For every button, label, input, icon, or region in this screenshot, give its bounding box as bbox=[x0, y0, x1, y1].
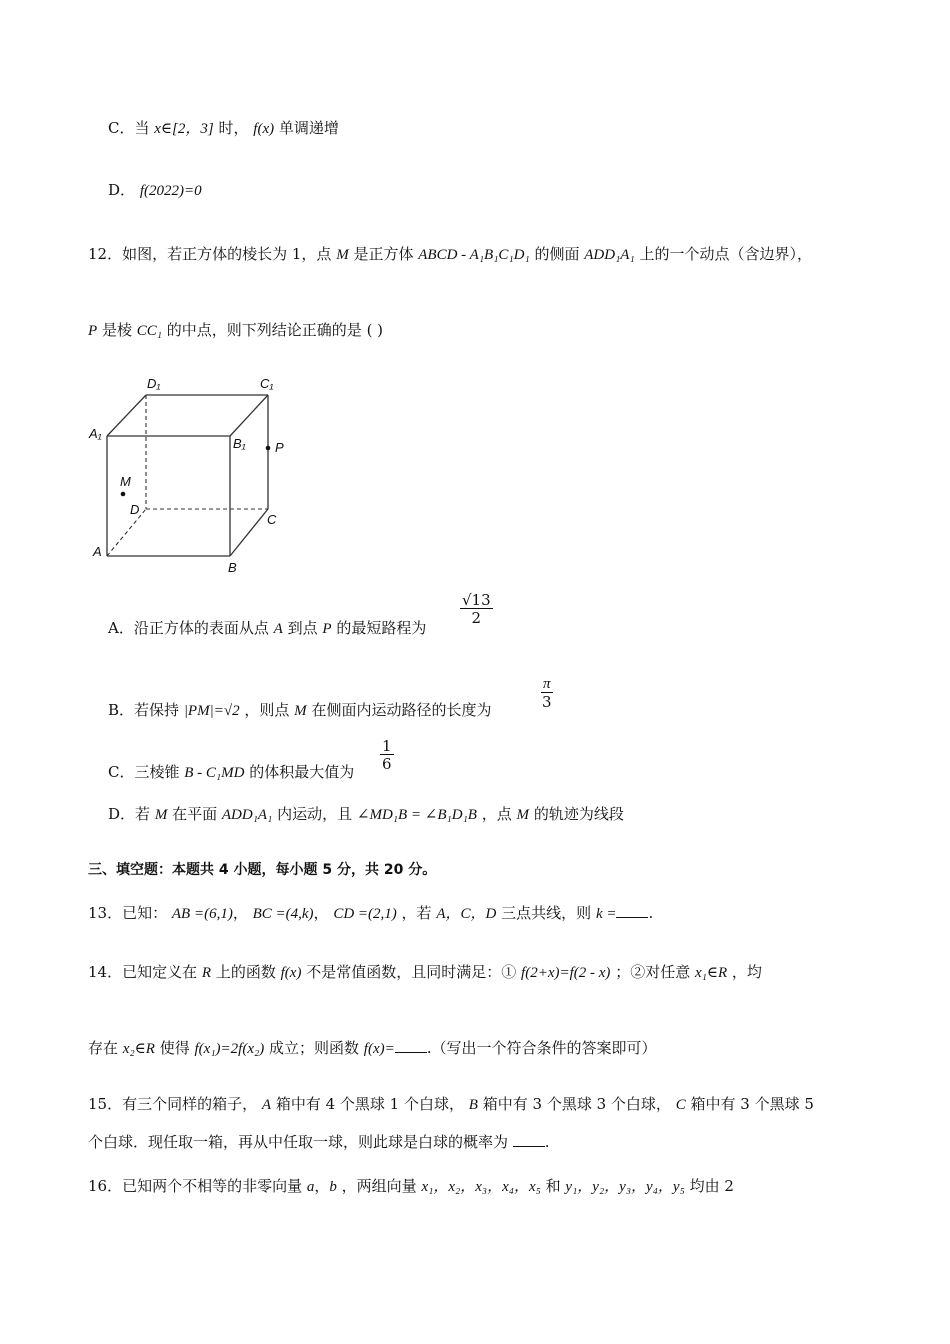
fraction-pi-over-3: $\frac{\pi}{3}$ bbox=[541, 676, 552, 711]
answer-blank bbox=[395, 1038, 427, 1053]
q12-stem-line1: 12．如图，若正方体的棱长为 1，点 M 是正方体 ABCD - A₁B₁C₁D₁ 的侧面 ADD₁A₁ 上的一个动点（含边界）， bbox=[88, 245, 812, 263]
q16-line1: 16．已知两个不相等的非零向量 a，b ，两组向量 x₁，x₂，x₃，x₄，x₅ 和 y₁，y₂，y₃，y₄，y₅ 均由 2 bbox=[88, 1177, 734, 1195]
label-c: C bbox=[267, 512, 277, 527]
q12-stem-line2: P 是棱 CC₁ 的中点，则下列结论正确的是 ( ) bbox=[88, 321, 384, 339]
label-a1: A₁ bbox=[89, 426, 102, 441]
q12-option-d: D．若 M 在平面 ADD₁A₁ 内运动，且 ∠MD₁B = ∠B₁D₁B ，点 M 的轨迹为线段 bbox=[108, 805, 624, 823]
section-heading: 三、填空题：本题共 4 小题，每小题 5 分，共 20 分。 bbox=[88, 862, 437, 878]
label-d: D bbox=[130, 502, 140, 517]
label-c1: C₁ bbox=[260, 376, 274, 391]
label-b: B bbox=[228, 560, 237, 575]
q15-line2: 个白球．现任取一箱，再从中任取一球，则此球是白球的概率为 . bbox=[88, 1133, 550, 1151]
label-d1: D₁ bbox=[147, 376, 161, 391]
label-a: A bbox=[93, 544, 102, 559]
q12-option-a: A．沿正方体的表面从点 A 到点 P 的最短路程为 bbox=[108, 619, 427, 637]
q15-line1: 15．有三个同样的箱子， A 箱中有 4 个黑球 1 个白球， B 箱中有 3 个黑球 3 个白球， C 箱中有 3 个黑球 5 bbox=[88, 1095, 814, 1113]
q12-option-c: C．三棱锥 B - C₁MD 的体积最大值为 bbox=[108, 763, 355, 781]
label-m: M bbox=[120, 474, 131, 489]
q13: 13．已知： AB =(6,1)， BC =(4,k)， CD =(2,1) ，若 A，C，D 三点共线，则 k = . bbox=[88, 904, 654, 922]
q14-line1: 14．已知定义在 R 上的函数 f(x) 不是常值函数，且同时满足：① f(2+x)=f(2 - x) ；②对任意 x₁∈R ，均 bbox=[88, 963, 762, 981]
label-p: P bbox=[275, 440, 284, 455]
fraction-1-over-6: $\frac{1}{6}$ bbox=[382, 737, 392, 773]
cube-figure bbox=[85, 370, 295, 580]
q12-option-b: B．若保持 |PM|=√2 ，则点 M 在侧面内运动路径的长度为 bbox=[108, 701, 492, 719]
label-b1: B₁ bbox=[233, 436, 246, 451]
q14-line2: 存在 x₂∈R 使得 f(x₁)=2f(x₂) 成立；则函数 f(x)= .（写出一个符合条件的答案即可） bbox=[88, 1039, 657, 1057]
q11-option-c: C．当 x∈[2，3] 时， f(x) 单调递增 bbox=[108, 119, 339, 137]
answer-blank bbox=[513, 1132, 545, 1147]
fraction-sqrt13-over-2: $\frac{√13}{2}$ bbox=[462, 591, 491, 627]
q11-option-d: D． f(2022)=0 bbox=[108, 181, 202, 199]
answer-blank bbox=[616, 903, 648, 918]
